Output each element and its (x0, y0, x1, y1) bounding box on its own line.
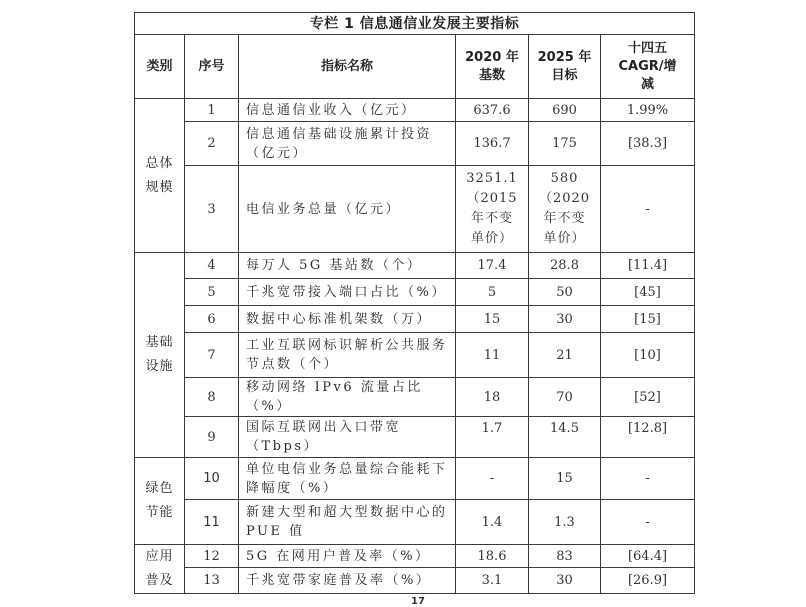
row-target-2025: 30 (529, 306, 601, 333)
table-row (135, 166, 695, 253)
row-seq: 1 (185, 99, 239, 122)
row-target-2025: 83 (529, 545, 601, 568)
row-seq: 6 (185, 306, 239, 333)
row-base-2020: 11 (456, 333, 529, 378)
header-target-2025 (529, 35, 601, 99)
row-base-2020: 18 (456, 378, 529, 417)
row-cagr: [64.4] (601, 545, 695, 568)
row-name: 工业互联网标识解析公共服务节点数（个） (239, 333, 456, 378)
row-seq: 5 (185, 279, 239, 306)
row-name: 数据中心标准机架数（万） (239, 306, 456, 333)
row-name: 信息通信业收入（亿元） (239, 99, 456, 122)
row-seq: 12 (185, 545, 239, 568)
header-base-2020 (456, 35, 529, 99)
row-seq: 13 (185, 568, 239, 594)
row-base-2020: 17.4 (456, 253, 529, 279)
row-target-2025: 70 (529, 378, 601, 417)
row-cagr: - (601, 458, 695, 500)
row-name: 单位电信业务总量综合能耗下降幅度（%） (239, 458, 456, 500)
header-category: 类别 (135, 35, 185, 99)
header-base-2020-line1: 2020 年 (465, 49, 519, 65)
row-cagr: - (601, 166, 695, 253)
row-target-2025 (529, 166, 601, 253)
header-cagr-line1: 十四五 (628, 40, 668, 56)
header-cagr-line3: 减 (641, 76, 655, 92)
row-name: 移动网络 IPv6 流量占比（%） (239, 378, 456, 417)
value-line: 单价） (470, 231, 513, 246)
row-target-2025: 30 (529, 568, 601, 594)
row-name: 电信业务总量（亿元） (239, 166, 456, 253)
row-cagr: [11.4] (601, 253, 695, 279)
row-name: 新建大型和超大型数据中心的 PUE 值 (239, 500, 456, 545)
row-cagr: 1.99% (601, 99, 695, 122)
row-base-2020: 3.1 (456, 568, 529, 594)
value-line: 580 (550, 171, 579, 186)
row-base-2020 (456, 166, 529, 253)
row-seq: 4 (185, 253, 239, 279)
row-target-2025: 690 (529, 99, 601, 122)
category-line: 应用 (145, 549, 174, 564)
table-row (135, 378, 695, 417)
category-green-energy (135, 458, 185, 545)
category-line: 规模 (145, 179, 174, 195)
row-name: 国际互联网出入口带宽（Tbps） (239, 417, 456, 458)
table-row (135, 500, 695, 545)
category-line: 设施 (145, 359, 174, 374)
row-cagr: [45] (601, 279, 695, 306)
row-base-2020: 637.6 (456, 99, 529, 122)
row-target-2025: 28.8 (529, 253, 601, 279)
table-row (135, 99, 695, 122)
category-line: 基础 (145, 335, 174, 350)
row-cagr: [15] (601, 306, 695, 333)
row-name: 5G 在网用户普及率（%） (239, 545, 456, 568)
category-infrastructure (135, 253, 185, 458)
table-row (135, 279, 695, 306)
row-seq: 2 (185, 122, 239, 166)
row-cagr: [10] (601, 333, 695, 378)
category-application-adoption (135, 545, 185, 594)
row-base-2020: 18.6 (456, 545, 529, 568)
table-row (135, 122, 695, 166)
page-number: 17 (411, 596, 425, 607)
row-name: 千兆宽带家庭普及率（%） (239, 568, 456, 594)
table-row (135, 568, 695, 594)
row-name: 千兆宽带接入端口占比（%） (239, 279, 456, 306)
table-row (135, 458, 695, 500)
row-base-2020: 5 (456, 279, 529, 306)
table-row (135, 306, 695, 333)
row-cagr: [26.9] (601, 568, 695, 594)
row-base-2020: 136.7 (456, 122, 529, 166)
value-line: 年不变 (543, 211, 586, 226)
row-target-2025: 175 (529, 122, 601, 166)
row-cagr: [12.8] (601, 417, 695, 458)
row-name: 信息通信基础设施累计投资（亿元） (239, 122, 456, 166)
table-row (135, 417, 695, 458)
row-target-2025: 15 (529, 458, 601, 500)
header-seq: 序号 (185, 35, 239, 99)
category-line: 节能 (145, 505, 174, 520)
header-name: 指标名称 (239, 35, 456, 99)
value-line: （2020 (538, 191, 591, 206)
row-seq: 10 (185, 458, 239, 500)
category-line: 普及 (145, 573, 174, 588)
header-row (135, 35, 695, 99)
category-overall-scale (135, 99, 185, 253)
header-cagr (601, 35, 695, 99)
row-seq: 8 (185, 378, 239, 417)
row-cagr: [52] (601, 378, 695, 417)
row-base-2020: 1.7 (456, 417, 529, 458)
row-cagr: [38.3] (601, 122, 695, 166)
value-line: 年不变 (470, 211, 513, 226)
category-line: 总体 (145, 155, 174, 171)
row-target-2025: 21 (529, 333, 601, 378)
row-seq: 11 (185, 500, 239, 545)
header-target-2025-line1: 2025 年 (537, 49, 592, 65)
row-cagr: - (601, 500, 695, 545)
row-seq: 9 (185, 417, 239, 458)
row-seq: 7 (185, 333, 239, 378)
row-base-2020: 1.4 (456, 500, 529, 545)
header-cagr-line2: CAGR/增 (618, 58, 677, 74)
value-line: 3251.1 (466, 171, 518, 186)
row-name: 每万人 5G 基站数（个） (239, 253, 456, 279)
row-base-2020: - (456, 458, 529, 500)
previous-page-text-fragment (140, 0, 660, 3)
row-base-2020: 15 (456, 306, 529, 333)
header-target-2025-line2: 目标 (551, 67, 578, 83)
table-row (135, 253, 695, 279)
table-title: 专栏 1 信息通信业发展主要指标 (135, 13, 695, 35)
table-row (135, 333, 695, 378)
value-line: （2015 (466, 191, 518, 206)
category-line: 绿色 (145, 481, 174, 496)
row-target-2025: 1.3 (529, 500, 601, 545)
row-seq: 3 (185, 166, 239, 253)
table-row (135, 545, 695, 568)
row-target-2025: 14.5 (529, 417, 601, 458)
header-base-2020-line2: 基数 (478, 67, 505, 83)
indicators-table (134, 12, 695, 594)
row-target-2025: 50 (529, 279, 601, 306)
value-line: 单价） (543, 231, 586, 246)
